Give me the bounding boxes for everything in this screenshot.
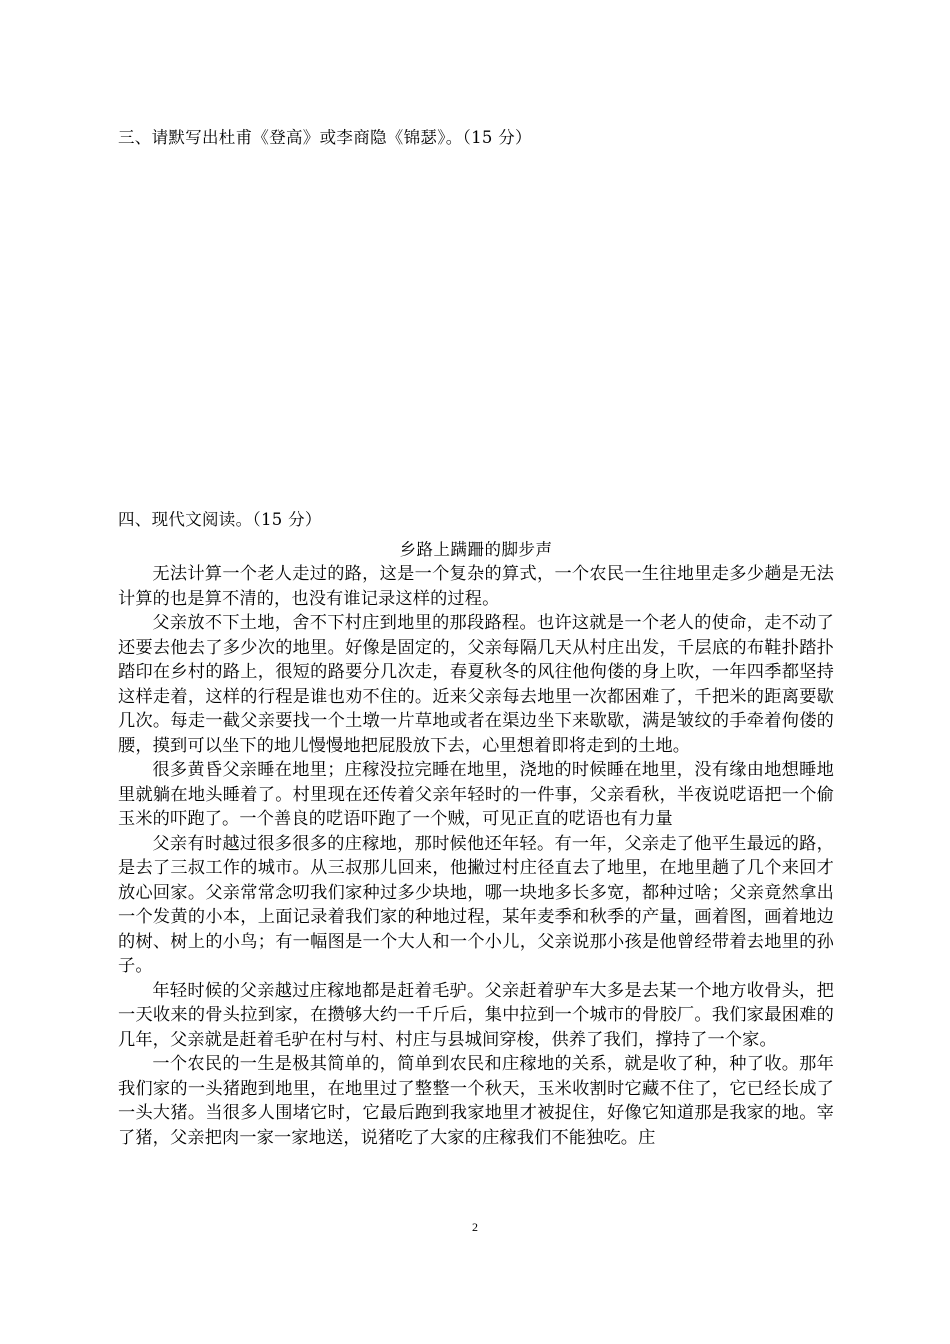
section-3-heading: 三、请默写出杜甫《登高》或李商隐《锦瑟》。（15 分） (118, 128, 532, 147)
article-paragraph-3: 很多黄昏父亲睡在地里；庄稼没拉完睡在地里，浇地的时候睡在地里，没有缘由地想睡地里就躺在地头睡着了。村里现在还传着父亲年轻时的一件事，父亲看秋，半夜说呓语把一个偷玉米的吓跑了。一个善良的呓语吓跑了一个贼，可见正直的呓语也有力量 (118, 760, 834, 829)
article-paragraph-5: 年轻时候的父亲越过庄稼地都是赶着毛驴。父亲赶着驴车大多是去某一个地方收骨头，把一天收来的骨头拉到家，在攒够大约一千斤后，集中拉到一个城市的骨胶厂。我们家最困难的几年，父亲就是赶着毛驴在村与村、村庄与县城间穿梭，供养了我们，撑持了一个家。 (118, 980, 834, 1050)
article-paragraph-4: 父亲有时越过很多很多的庄稼地，那时候他还年轻。有一年，父亲走了他平生最远的路，是去了三叔工作的城市。从三叔那儿回来，他撇过村庄径直去了地里，在地里趟了几个来回才放心回家。父亲常常念叨我们家种过多少块地，哪一块地多长多宽，都种过啥；父亲竟然拿出一个发黄的小本，上面记录着我们家的种地过程，某年麦季和秋季的产量，画着图，画着地边的树、树上的小鸟；有一幅图是一个大人和一个小儿，父亲说那小孩是他曾经带着去地里的孙子。 (118, 833, 834, 976)
article-paragraph-1: 无法计算一个老人走过的路，这是一个复杂的算式，一个农民一生往地里走多少趟是无法计算的也是算不清的，也没有谁记录这样的过程。 (118, 564, 834, 609)
article-title: 乡路上蹒跚的脚步声 (399, 540, 553, 559)
article-paragraph-2: 父亲放不下土地，舍不下村庄到地里的那段路程。也许这就是一个老人的使命，走不动了还要去他去了多少次的地里。好像是固定的，父亲每隔几天从村庄出发，千层底的布鞋扑踏扑踏印在乡村的路上，很短的路要分几次走，春夏秋冬的风往他佝偻的身上吹，一年四季都坚持这样走着，这样的行程是谁也劝不住的。近来父亲每去地里一次都困难了，千把米的距离要歇几次。每走一截父亲要找一个土墩一片草地或者在渠边坐下来歇歇，满是皱纹的手牵着佝偻的腰，摸到可以坐下的地儿慢慢地把屁股放下去，心里想着即将走到的土地。 (118, 613, 834, 756)
article-paragraph-6: 一个农民的一生是极其简单的，简单到农民和庄稼地的关系，就是收了种，种了收。那年我们家的一头猪跑到地里，在地里过了整整一个秋天，玉米收割时它藏不住了，它已经长成了一头大猪。当很多人围堵它时，它最后跑到我家地里才被捉住，好像它知道那是我家的地。宰了猪，父亲把肉一家一家地送，说猪吃了大家的庄稼我们不能独吃。庄 (118, 1054, 834, 1148)
page-number: 2 (472, 1220, 478, 1234)
article-body (118, 562, 834, 1150)
section-4-heading: 四、现代文阅读。（15 分） (118, 510, 322, 529)
